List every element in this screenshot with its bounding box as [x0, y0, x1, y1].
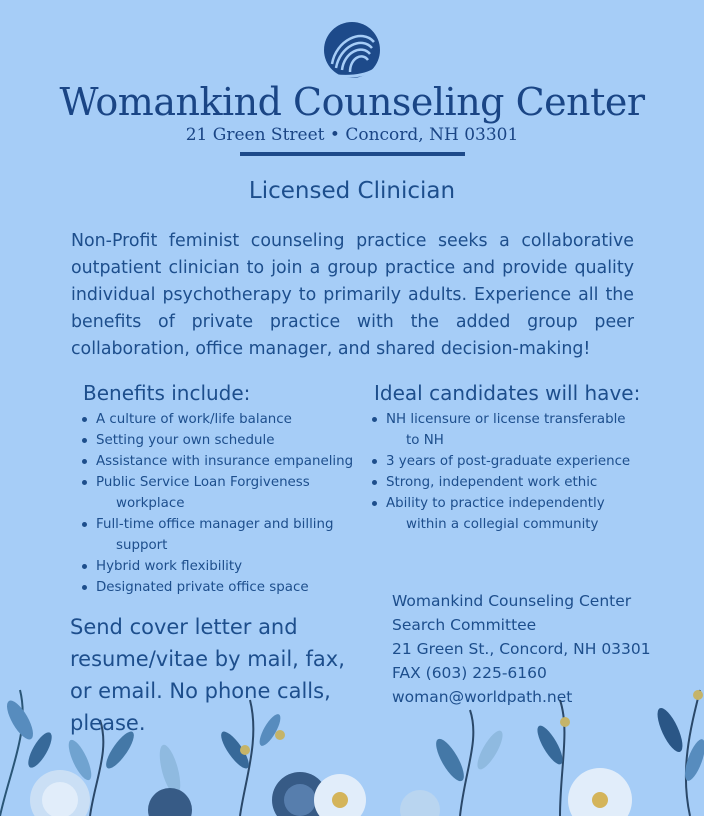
- ideal-candidates-heading: Ideal candidates will have:: [374, 381, 641, 405]
- divider: [240, 152, 465, 156]
- list-item: Full-time office manager and billing support: [80, 514, 370, 556]
- list-item: Public Service Loan Forgiveness workplace: [80, 472, 370, 514]
- apply-instructions: Send cover letter and resume/vitae by mail, fax, or email. No phone calls, please.: [70, 615, 345, 735]
- list-item: NH licensure or license transferable to NH: [370, 409, 640, 451]
- list-item: Setting your own schedule: [80, 430, 370, 451]
- list-item: A culture of work/life balance: [80, 409, 370, 430]
- shell-swirl-icon: [322, 20, 382, 80]
- contact-org: Womankind Counseling Center: [392, 592, 632, 610]
- intro-paragraph: Non-Profit feminist counseling practice seeks a collaborative outpatient clinician to join a group practice and provide quality individual psychotherapy to primarily adults. Experience all the benefits of private practice with the added group peer collaboration, office manager, and shared decision-making!: [71, 231, 634, 359]
- list-item: 3 years of post-graduate experience: [370, 451, 640, 472]
- contact-fax: FAX (603) 225-6160: [392, 664, 547, 682]
- benefits-heading: Benefits include:: [83, 381, 251, 405]
- contact-address: 21 Green St., Concord, NH 03301: [392, 640, 651, 658]
- benefits-list: [80, 409, 370, 598]
- list-item: Designated private office space: [80, 577, 370, 598]
- contact-committee: Search Committee: [392, 616, 537, 634]
- job-title: Licensed Clinician: [248, 178, 456, 204]
- list-item: Strong, independent work ethic: [370, 472, 640, 493]
- org-name: Womankind Counseling Center: [59, 80, 645, 124]
- list-item: Assistance with insurance empaneling: [80, 451, 370, 472]
- list-item: Ability to practice independently within a collegial community: [370, 493, 640, 535]
- ideal-candidates-list: [370, 409, 640, 535]
- org-address: 21 Green Street • Concord, NH 03301: [185, 125, 519, 145]
- list-item: Hybrid work flexibility: [80, 556, 370, 577]
- contact-email[interactable]: woman@worldpath.net: [392, 688, 573, 706]
